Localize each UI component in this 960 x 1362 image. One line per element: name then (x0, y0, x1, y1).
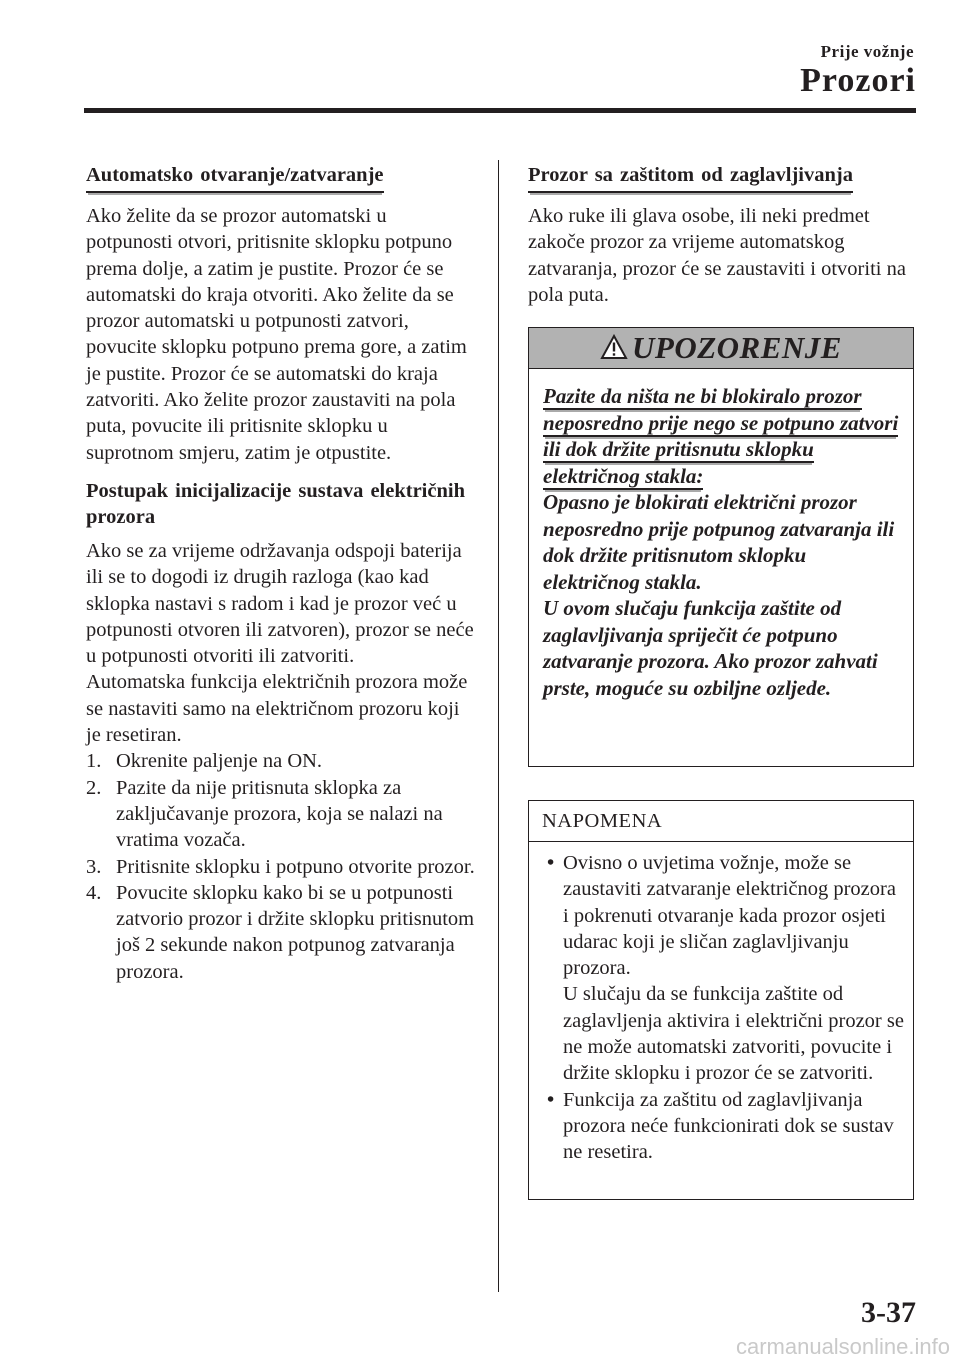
warning-box (528, 327, 914, 767)
bullet-icon: • (547, 852, 555, 874)
steps-list (86, 748, 478, 985)
watermark: carmanualsonline.info (735, 1334, 950, 1359)
list-item (86, 775, 478, 854)
bullet-icon: • (547, 1088, 555, 1111)
auto-open-close-text: Ako želite da se prozor automatski u potpunosti otvori, pritisnite sklopku potpuno prema dolje, a zatim je pustite. Prozor će se automatski do kraja otvoriti. Ako želite da se prozor automatski u potpunosti zatvori, povucite sklopku potpuno prema gore, a zatim je pustite. Prozor će se automatski do kraja zatvoriti. Ako želite prozor zaustaviti na pola puta, povucite ili pritisnite sklopku u suprotnom smjeru, zatim je otpustite. (86, 205, 467, 464)
auto-open-close-heading: Automatsko otvaranje/zatvaranje (86, 162, 384, 193)
warning-text-1: Opasno je blokirati električni prozor neposredno prije potpunog zatvaranja ili dok držite pritisnutom sklopku električnog stakla. (543, 490, 895, 594)
note-text: Ovisno o uvjetima vožnje, može se zaustaviti zatvaranje električnog prozora i pokrenuti otvaranje kada prozor osjeti udarac koji je sličan zaglavljivanju prozora. (563, 852, 896, 980)
anti-pinch-heading: Prozor sa zaštitom od zaglavljivanja (528, 162, 853, 193)
note-box (528, 800, 914, 1200)
warning-triangle-icon (600, 334, 628, 360)
step-number: 1. (86, 750, 102, 773)
initialization-text: Ako se za vrijeme održavanja odspoji baterija ili se to dogodi iz drugih razloga (kao kad sklopka nastavi s radom i kad je prozor već u potpunosti otvoren ili zatvoren), prozor se neće u potpunosti otvoriti ili zatvoriti. (86, 539, 474, 668)
list-item (543, 850, 905, 1087)
warning-text-2: U ovom slučaju funkcija zaštite od zaglavljivanja spriječit će potpuno zatvaranje prozora. Ako prozor zahvati prste, moguće su ozbiljne ozljede. (543, 596, 878, 700)
note-text: Funkcija za zaštitu od zaglavljivanja prozora neće funkcionirati dok se sustav ne resetira. (563, 1088, 894, 1164)
step-text: Pritisnite sklopku i potpuno otvorite prozor. (116, 855, 475, 878)
warning-lead: Pazite da ništa ne bi blokiralo prozor neposredno prije nego se potpuno zatvori ili dok držite pritisnutu sklopku električnog stakla: (543, 384, 899, 488)
step-text: Okrenite paljenje na ON. (116, 750, 323, 773)
section-label: Prije vožnje (820, 42, 914, 61)
step-number: 3. (86, 855, 102, 878)
left-column (86, 162, 478, 985)
warning-header (529, 328, 913, 369)
right-column (528, 162, 916, 308)
step-number: 2. (86, 776, 102, 799)
warning-body (529, 369, 913, 701)
note-text: U slučaju da se funkcija zaštite od zaglavljenja aktivira i električni prozor se ne može automatski zatvoriti, povucite i držite sklopku i prozor će se zatvoriti. (563, 983, 904, 1085)
step-text: Pazite da nije pritisnuta sklopka za zaključavanje prozora, koja se nalazi na vratima vozača. (116, 776, 443, 852)
note-list (529, 842, 913, 1166)
auto-function-text: Automatska funkcija električnih prozora može se nastaviti samo na električnom prozoru koji je resetiran. (86, 671, 468, 747)
initialization-heading: Postupak inicijalizacije sustava električnih prozora (86, 479, 465, 528)
header-rule (84, 108, 916, 113)
list-item (86, 854, 478, 880)
warning-title: UPOZORENJE (632, 330, 842, 365)
note-header: NAPOMENA (529, 801, 913, 842)
column-divider (498, 160, 499, 1292)
list-item (86, 748, 478, 774)
step-text: Povucite sklopku kako bi se u potpunosti zatvorio prozor i držite sklopku pritisnutom još 2 sekunde nakon potpunog zatvaranja prozora. (116, 881, 475, 983)
page-title: Prozori (800, 62, 916, 99)
list-item (543, 1087, 905, 1166)
step-number: 4. (86, 881, 102, 904)
page-number: 3-37 (861, 1296, 916, 1329)
list-item (86, 880, 478, 985)
anti-pinch-text: Ako ruke ili glava osobe, ili neki predmet zakoče prozor za vrijeme automatskog zatvaranja, prozor će se zaustaviti i otvoriti na pola puta. (528, 205, 906, 306)
